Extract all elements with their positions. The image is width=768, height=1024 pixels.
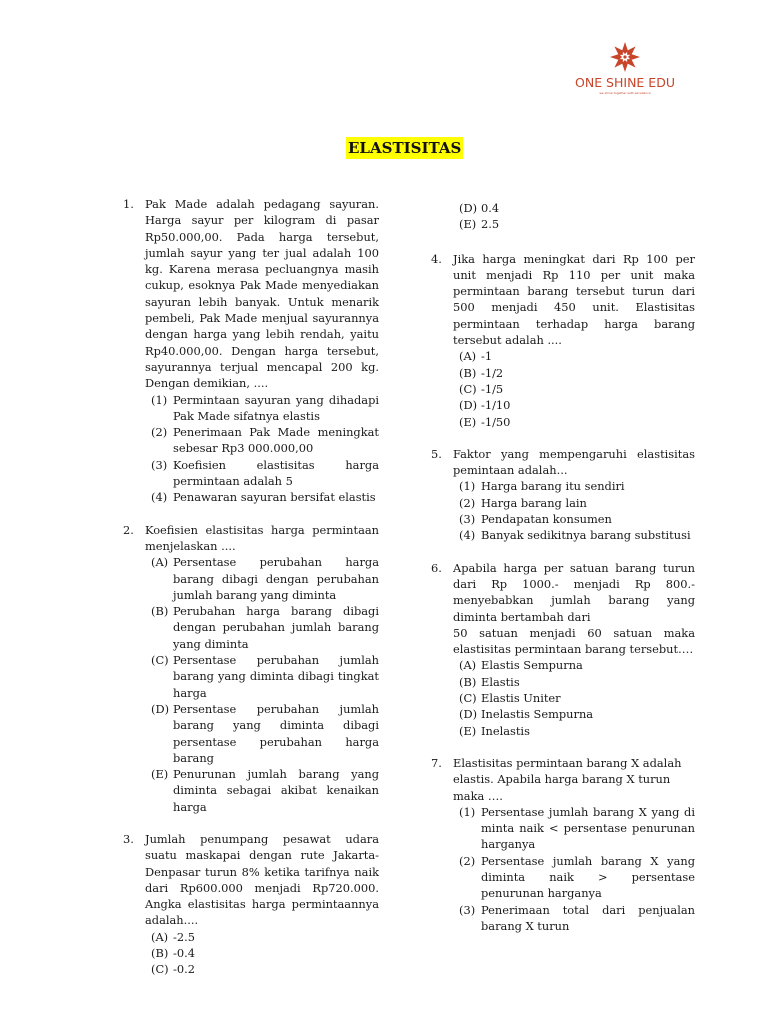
question-number: 1.	[123, 197, 134, 211]
option-item: (2) Harga barang lain	[459, 495, 587, 510]
question-stem: Koefisien elastisitas harga permintaan menjelaskan ....	[145, 522, 379, 553]
option-item: (D) Persentase perubahan jumlah barang yang diminta dibagi persentase perubahan harga barang	[151, 701, 379, 765]
brand-name: ONE SHINE EDU	[575, 75, 675, 90]
question-7	[425, 755, 695, 934]
page-title: ELASTISITAS	[348, 139, 462, 157]
question-number: 6.	[431, 560, 442, 575]
right-column	[425, 200, 695, 950]
question-stem: Elastisitas permintaan barang X adalah elastis. Apabila harga barang X turun maka ….	[453, 755, 682, 803]
option-list	[453, 804, 695, 934]
option-item: (4) Banyak sedikitnya barang substitusi	[459, 528, 691, 543]
option-item: (E) Inelastis	[459, 723, 530, 738]
question-2	[117, 522, 379, 815]
option-list	[145, 554, 379, 815]
option-item: (E) -1/50	[459, 414, 511, 429]
option-item: (3) Koefisien elastisitas harga permintaan adalah 5	[151, 457, 379, 489]
flower-logo-icon	[608, 40, 642, 74]
question-stem-continued: 50 satuan menjadi 60 satuan maka elastisitas permintaan barang tersebut….	[453, 625, 695, 657]
option-item: (B) Elastis	[459, 674, 520, 689]
question-stem: Jumlah penumpang pesawat udara suatu maskapai dengan rute Jakarta-Denpasar turun 8% ketika tarifnya naik dari Rp600.000 menjadi Rp720.000. Angka elastisitas harga permintaannya adalah....	[145, 831, 379, 928]
question-number: 7.	[431, 755, 442, 770]
option-item: (C) -1/5	[459, 381, 504, 396]
question-number: 4.	[431, 251, 442, 266]
option-item: (E) Penurunan jumlah barang yang diminta sebagai akibat kenaikan harga	[151, 767, 379, 814]
option-item: (B) -0.4	[151, 946, 195, 961]
option-item: (D) Inelastis Sempurna	[459, 707, 594, 722]
option-item: (C) -0.2	[151, 962, 195, 977]
option-item: (C) Persentase perubahan jumlah barang yang diminta dibagi tingkat harga	[151, 653, 379, 700]
question-number: 2.	[123, 522, 134, 537]
brand-logo	[570, 40, 680, 95]
question-3-continued-options	[453, 200, 695, 233]
option-item: (2) Penerimaan Pak Made meningkat sebesar Rp3 000.000,00	[151, 425, 379, 456]
option-list	[145, 392, 379, 506]
left-column	[117, 196, 379, 994]
option-list	[453, 348, 695, 429]
question-stem: Faktor yang mempengaruhi elastisitas pemintaan adalah...	[453, 446, 695, 478]
question-1	[117, 196, 379, 506]
option-item: (C) Elastis Uniter	[459, 691, 561, 706]
option-item: (A) -1	[459, 349, 493, 364]
option-item: (1) Persentase jumlah barang X yang di minta naik < persentase penurunan harganya	[459, 804, 695, 852]
option-list	[453, 478, 695, 543]
question-3	[117, 831, 379, 978]
option-item: (A) Elastis Sempurna	[459, 658, 583, 673]
option-item: (E) 2.5	[459, 217, 500, 232]
question-6	[425, 560, 695, 739]
question-number: 3.	[123, 831, 134, 846]
option-item: (D) -1/10	[459, 398, 511, 413]
option-item: (2) Persentase jumlah barang X yang diminta naik > persentase penurunan harganya	[459, 853, 695, 901]
question-stem: Jika harga meningkat dari Rp 100 per unit menjadi Rp 110 per unit maka permintaan barang tersebut turun dari 500 menjadi 450 unit. Elastisitas permintaan terhadap harga barang tersebut adalah ....	[453, 251, 695, 348]
brand-tagline: we shine together with excellence	[599, 91, 651, 96]
question-number: 5.	[431, 446, 442, 461]
option-item: (B) -1/2	[459, 365, 504, 380]
question-4	[425, 251, 695, 430]
option-list	[145, 929, 379, 978]
option-item: (B) Perubahan harga barang dibagi dengan perubahan jumlah barang yang diminta	[151, 604, 379, 651]
question-stem: Pak Made adalah pedagang sayuran. Harga sayur per kilogram di pasar Rp50.000,00. Pada harga tersebut, jumlah sayur yang ter jual adalah 100 kg. Karena merasa pecluangnya masih cukup, esoknya Pak Made menyediakan sayuran lebih banyak. Untuk menarik pembeli, Pak Made menjual sayurannya dengan harga yang lebih rendah, yaitu Rp40.000,00. Dengan harga tersebut, sayurannya terjual mencapal 200 kg. Dengan demikian, ....	[145, 197, 379, 391]
option-item: (3) Penerimaan total dari penjualan barang X turun	[459, 902, 695, 933]
option-item: (A) Persentase perubahan harga barang dibagi dengan perubahan jumlah barang yang diminta	[151, 555, 379, 602]
option-item: (D) 0.4	[459, 201, 500, 215]
question-stem: Apabila harga per satuan barang turun dari Rp 1000.- menjadi Rp 800.- menyebabkan jumlah barang yang diminta bertambah dari	[453, 560, 695, 624]
option-list	[453, 657, 695, 738]
option-item: (1) Harga barang itu sendiri	[459, 479, 625, 494]
option-item: (A) -2.5	[151, 929, 195, 944]
option-item: (4) Penawaran sayuran bersifat elastis	[151, 490, 376, 505]
option-item: (3) Pendapatan konsumen	[459, 512, 612, 527]
question-5	[425, 446, 695, 544]
option-item: (1) Permintaan sayuran yang dihadapi Pak Made sifatnya elastis	[151, 392, 379, 423]
